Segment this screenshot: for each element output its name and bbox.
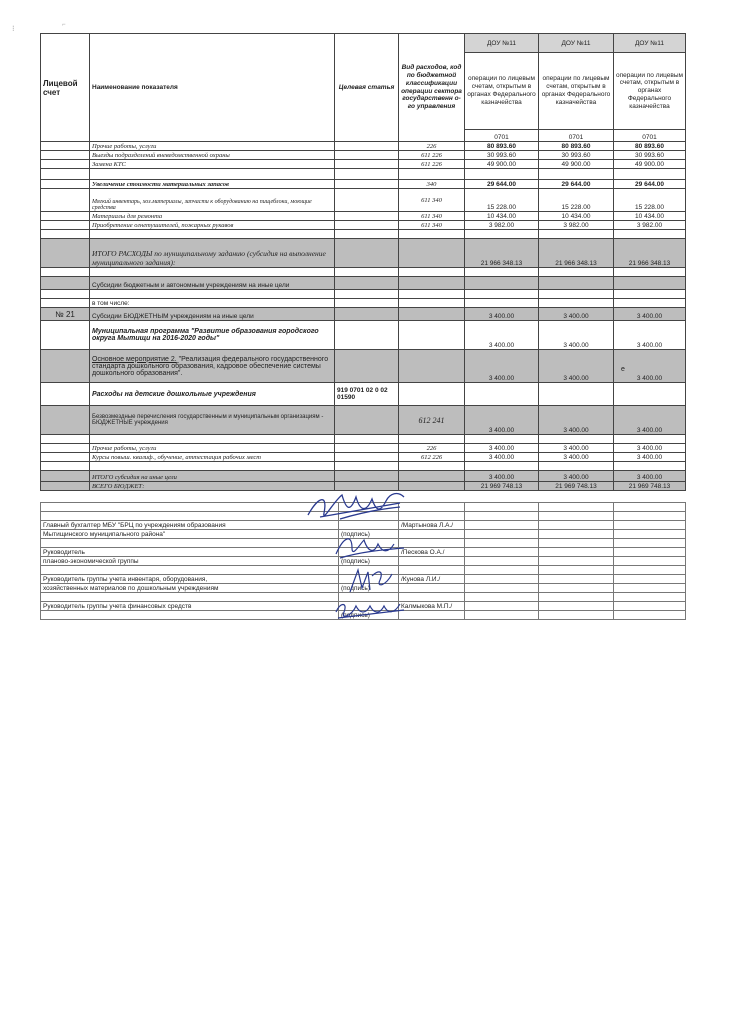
signature-1-handwritten [300,483,410,531]
signature-row-finance-2: (подпись) [41,611,686,620]
header-operations-3: операции по лицевым счетам, открытым в органах Федерального казначейства [614,53,686,130]
header-code-3: 0701 [614,130,686,142]
budget-table-sheet [40,33,685,491]
table-row-spacer [41,169,686,180]
signature-row-head: Руководитель /Пескова О.А./ [41,548,686,557]
header-indicator-name: Наименование показателя [90,34,335,142]
budget-table [40,33,686,491]
table-row: Материалы для ремонта 611 340 10 434.00 10 434.00 10 434.00 [41,212,686,221]
signature-row-chief-accountant-2: Мытищинского муниципального района" (подпись) [41,530,686,539]
table-row: Выезды подразделений вневедомственной охраны 611 226 30 993.60 30 993.60 30 993.60 [41,151,686,160]
table-row: Прочие работы, услуги 226 80 893.60 80 893.60 80 893.60 [41,142,686,151]
table-row-spacer [41,230,686,239]
subsidies-section-row: Субсидии бюджетным и автономным учреждениям на иные цели [41,277,686,290]
program-row: Муниципальная программа "Развитие образования городского округа Мытищи на 2016-2020 годы" 3 400.00 3 400.00 3 400.00 [41,321,686,350]
free-transfer-row: Безвозмездные перечисления государственным и муниципальным организациям - БЮДЖЕТНЫЕ учреждения 612 241 3 400.00 3 400.00 3 400.00 [41,406,686,435]
header-target-article: Целевая статья [335,34,399,142]
header-expense-type: Вид расходов, код по бюджетной классификации операции сектора государственн о- го управления [399,34,465,142]
main-event-row: Основное мероприятие 2. "Реализация федерального государственного стандарта дошкольного образования, кадровое обеспечение системы дошкольного образования". 3 400.00 3 400.00 3 400.00 [41,350,686,383]
table-row: в том числе: [41,299,686,308]
table-row: Мягкий инвентарь, хоз.материалы, запчасти к оборудованию на пищеблоки, моющие средства 611 340 15 228.00 15 228.00 15 228.00 [41,189,686,212]
signature-row-finance: Руководитель группы учета финансовых средств Калмыкова М.П./ [41,602,686,611]
header-dou-2: ДОУ №11 [539,34,614,53]
table-row: Курсы повыш. квалиф., обучение, аттестация рабочих мест 612 226 3 400.00 3 400.00 3 400.00 [41,453,686,462]
table-row-spacer [41,268,686,277]
table-row-spacer [41,462,686,471]
table-row: Прочие работы, услуги 226 3 400.00 3 400.00 3 400.00 [41,444,686,453]
signature-2-handwritten [330,530,410,564]
header-operations-1: операции по лицевым счетам, открытым в органах Федерального казначейства [465,53,539,130]
header-account: Лицевой счет [41,34,90,142]
table-row: Замена КТС 611 226 49 900.00 49 900.00 49 900.00 [41,160,686,169]
account-21-row: № 21 Субсидии БЮДЖЕТНЫМ учреждениям на иные цели 3 400.00 3 400.00 3 400.00 [41,308,686,321]
table-row: Увеличение стоимости материальных запасов 340 29 644.00 29 644.00 29 644.00 [41,180,686,189]
table-row-spacer [41,435,686,444]
signature-row-inventory: Руководитель группы учета инвентаря, оборудования, /Кунова Л.И./ [41,575,686,584]
header-dou-3: ДОУ №11 [614,34,686,53]
grand-total-row: ВСЕГО БЮДЖЕТ: 21 969 748.13 21 969 748.13 21 969 748.13 [41,482,686,491]
page-corner-mark: ⁝ [12,24,15,33]
signature-row-head-2: планово-экономической группы (подпись) [41,557,686,566]
total-mandate-row: ИТОГО РАСХОДЫ по муниципальному заданию (субсидия на выполнение муниципального задания): 21 966 348.13 21 966 348.13 21 966 348.13 [41,239,686,268]
header-code-2: 0701 [539,130,614,142]
table-row-spacer [41,290,686,299]
page-corner-tick: ⌐ [62,22,66,28]
header-code-1: 0701 [465,130,539,142]
stray-mark: e [621,366,625,373]
total-other-purposes-row: ИТОГО субсидия на иные цели 3 400.00 3 400.00 3 400.00 [41,471,686,482]
signature-row-inventory-2: хозяйственных материалов по дошкольным учреждениям (подпись) [41,584,686,593]
signature-4-handwritten [330,594,410,624]
header-operations-2: операции по лицевым счетам, открытым в органах Федерального казначейства [539,53,614,130]
signature-row-chief-accountant: Главный бухгалтер МБУ "БРЦ по учреждениям образования /Мартынова Л.А./ [41,521,686,530]
table-row: Приобретение огнетушителей, пожарных рукавов 611 340 3 982.00 3 982.00 3 982.00 [41,221,686,230]
kindergarten-expenses-row: Расходы на детские дошкольные учреждения 919 0701 02 0 02 01590 [41,383,686,406]
signature-3-handwritten [340,564,400,596]
header-dou-1: ДОУ №11 [465,34,539,53]
